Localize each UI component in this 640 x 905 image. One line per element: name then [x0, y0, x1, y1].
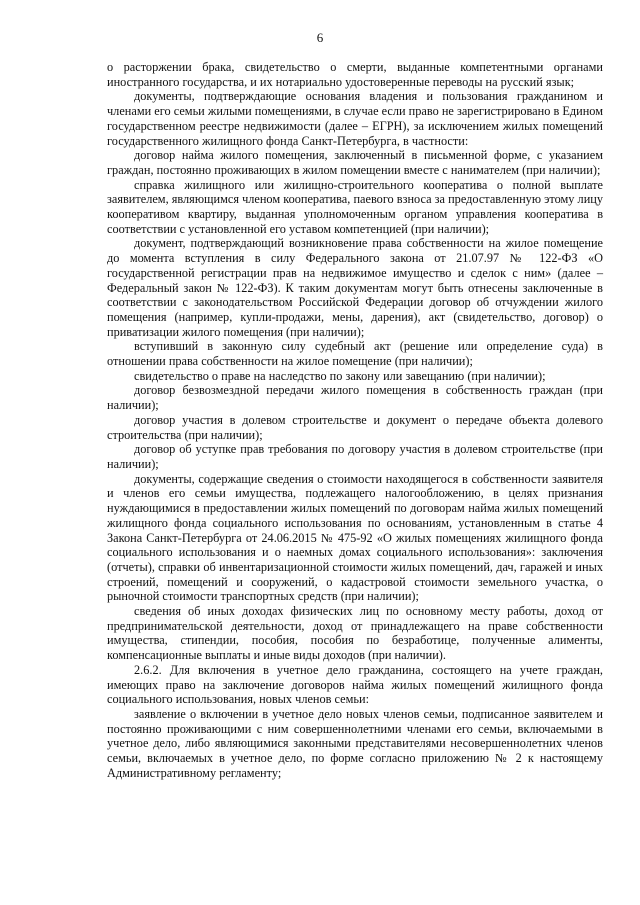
- paragraph-application-new-members: заявление о включении в учетное дело новых членов семьи, подписанное заявителем и постоянно проживающими с ним совершеннолетними членами его семьи, включаемыми в учетное дело, либо являющимися законными представителями несовершеннолетних членов семьи, включаемых в учетное дело, по форме согласно приложению № 2 к настоящему Административному регламенту;: [107, 706, 603, 780]
- paragraph-ownership-documents: документы, подтверждающие основания владения и пользования гражданином и членами его семьи жилыми помещениями, в случае если право не зарегистрировано в Едином государственном реестре недвижимости (далее – ЕГРН), за исключением жилых помещений государственного жилищного фонда Санкт-Петербурга, в частности:: [107, 89, 603, 148]
- paragraph-court-act: вступивший в законную силу судебный акт (решение или определение суда) в отношении права собственности на жилое помещение (при наличии);: [107, 339, 603, 369]
- paragraph-inheritance: свидетельство о праве на наследство по закону или завещанию (при наличии);: [134, 368, 546, 383]
- paragraph-property-value: документы, содержащие сведения о стоимости находящегося в собственности заявителя и членов его семьи имущества, подлежащего налогообложению, в целях признания нуждающимися в предоставлении жилых помещений по договорам найма жилых помещений жилищного фонда социального использования по основаниям, установленным в статье 4 Закона Санкт-Петербурга от 24.06.2015 № 475-92 «О жилых помещениях жилищного фонда социального использования и о наемных домах социального использования»: заключения (отчеты), справки об инвентаризационной стоимости жилых помещений, дач, гаражей и иных строений, помещений и сооружений, о кадастровой стоимости земельного участка, о рыночной стоимости транспортных средств (при наличии);: [107, 471, 603, 604]
- paragraph-assignment: договор об уступке прав требования по договору участия в долевом строительстве (при наличии);: [107, 442, 603, 471]
- paragraph-continuation: о расторжении брака, свидетельство о смерти, выданные компетентными органами иностранного государства, и их нотариально удостоверенные переводы на русский язык;: [107, 60, 603, 89]
- paragraph-rental-contract: договор найма жилого помещения, заключенный в письменной форме, с указанием граждан, постоянно проживающих в жилом помещении вместе с нанимателем (при наличии);: [107, 148, 603, 177]
- paragraph-other-income: сведения об иных доходах физических лиц по основному месту работы, доход от предпринимательской деятельности, доход от принадлежащего на праве собственности имущества, стипендии, пособия, пособия по безработице, полученные алименты, компенсационные выплаты и иные виды доходов (при наличии).: [107, 604, 603, 663]
- paragraph-section-2-6-2: 2.6.2. Для включения в учетное дело гражданина, состоящего на учете граждан, имеющих право на заключение договоров найма жилых помещений жилищного фонда социального использования, новых членов семьи:: [107, 662, 603, 707]
- paragraph-ownership-origin: документ, подтверждающий возникновение права собственности на жилое помещение до момента вступления в силу Федерального закона от 21.07.97 № 122-ФЗ «О государственной регистрации прав на недвижимое имущество и сделок с ним» (далее – Федеральный закон № 122-ФЗ). К таким документам могут быть отнесены заключенные в соответствии с законодательством Российской Федерации договор об отчуждении жилого помещения (например, купли-продажи, мены, дарения), акт (свидетельство, договор) о приватизации жилого помещения (при наличии);: [107, 236, 603, 339]
- paragraph-cooperative-certificate: справка жилищного или жилищно-строительного кооператива о полной выплате заявителем, являющимся членом кооператива, паевого взноса за предоставленную этому лицу кооперативом квартиру, выданная уполномоченным органом управления кооператива в соответствии с установленной его уставом компетенцией (при наличии);: [107, 177, 603, 236]
- paragraph-shared-construction: договор участия в долевом строительстве и документ о передаче объекта долевого строительства (при наличии);: [107, 412, 603, 442]
- paragraph-free-transfer: договор безвозмездной передачи жилого помещения в собственность граждан (при наличии);: [107, 383, 603, 413]
- page-number: 6: [316, 30, 324, 45]
- document-body: [107, 60, 603, 780]
